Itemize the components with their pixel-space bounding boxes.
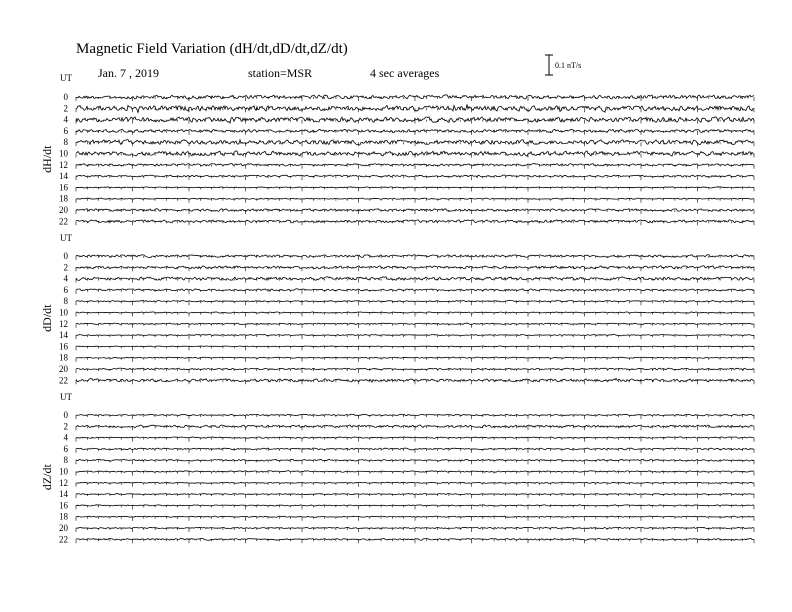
hour-label: 14 [59,330,68,341]
row-ticks [76,528,754,532]
panels [40,73,754,544]
hour-label: 2 [63,421,68,432]
scale-bar [545,55,581,75]
hour-label: 16 [59,500,68,511]
y-axis-label: dH/dt [40,145,54,173]
row-ticks [76,505,754,509]
hour-label: 16 [59,182,68,193]
hour-label: 18 [59,352,68,363]
trace-line [76,505,754,506]
hour-label: 6 [63,284,68,295]
hour-label: 14 [59,489,68,500]
hour-label: 12 [59,318,68,329]
hour-label: 12 [59,159,68,170]
hour-label: 20 [59,523,68,533]
hour-label: 0 [63,410,68,420]
hour-label: 8 [63,296,68,307]
y-axis-label: dZ/dt [40,464,54,491]
hour-label: 6 [63,125,68,136]
scale-bar-label: 0.1 nT/s [555,61,582,70]
panel-dZ-dt [40,392,754,544]
row-ticks [76,199,754,203]
hour-label: 22 [59,216,68,227]
hour-label: 8 [63,455,68,466]
hour-label: 2 [63,262,68,273]
hour-label: 4 [63,432,68,443]
hour-label: 6 [63,443,68,454]
row-ticks [76,97,754,101]
ut-label: UT [60,233,72,243]
row-ticks [76,313,754,317]
hour-label: 4 [63,273,68,284]
hour-label: 0 [63,92,68,102]
hour-label: 20 [59,205,68,215]
averaging-label: 4 sec averages [370,66,440,80]
hour-label: 0 [63,251,68,261]
trace-line [76,493,754,494]
ut-label: UT [60,392,72,402]
hour-label: 8 [63,137,68,148]
y-axis-label: dD/dt [40,304,54,332]
trace-line [76,414,754,416]
station-label: station=MSR [248,66,313,80]
hour-label: 10 [59,307,68,318]
row-ticks [76,517,754,521]
hour-label: 10 [59,148,68,159]
chart-title: Magnetic Field Variation (dH/dt,dD/dt,dZ/dt) [76,41,348,57]
panel-dD-dt [40,233,754,385]
hour-label: 12 [59,477,68,488]
hour-label: 22 [59,375,68,386]
date-label: Jan. 7 , 2019 [98,66,159,80]
hour-label: 14 [59,171,68,182]
ut-label: UT [60,73,72,83]
panel-dH-dt [40,73,754,226]
hour-label: 2 [63,103,68,114]
row-ticks [76,358,754,362]
hour-label: 20 [59,364,68,374]
hour-label: 16 [59,341,68,352]
hour-label: 18 [59,193,68,204]
hour-label: 4 [63,114,68,125]
hour-label: 22 [59,534,68,545]
row-ticks [76,460,754,464]
hour-label: 10 [59,466,68,477]
hour-label: 18 [59,511,68,522]
